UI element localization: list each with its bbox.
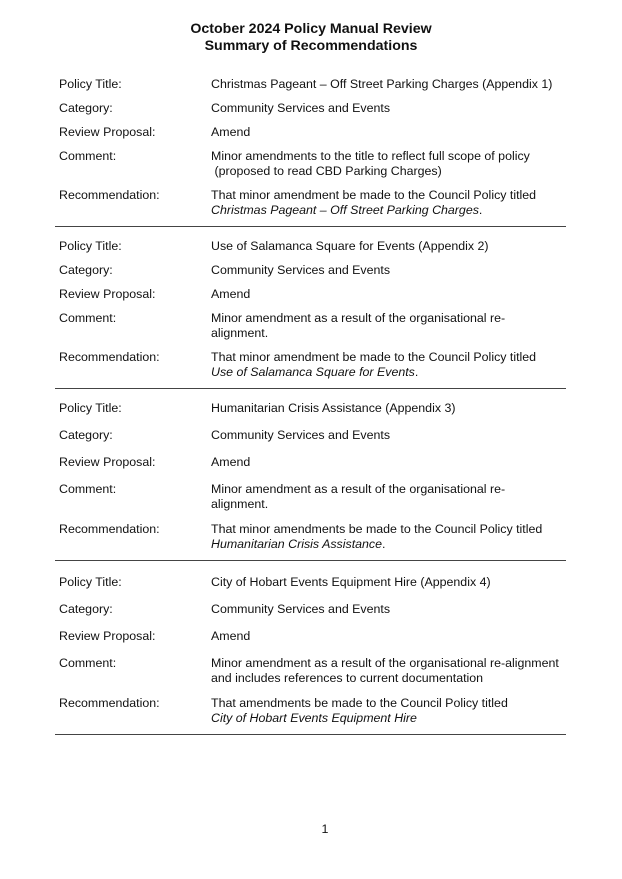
- policy-title-label: Policy Title:: [59, 239, 122, 253]
- comment-row: [55, 482, 566, 512]
- comment-line-2: alignment.: [211, 497, 269, 511]
- category-label: Category:: [59, 602, 113, 616]
- recommendation-label: Recommendation:: [59, 522, 160, 536]
- comment-line-2: (proposed to read CBD Parking Charges): [211, 164, 442, 178]
- comment-line-1: Minor amendments to the title to reflect full scope of policy: [211, 149, 530, 163]
- recommendation-line-2: [211, 711, 566, 726]
- recommendation-label: Recommendation:: [59, 696, 160, 710]
- recommendation-value: [211, 350, 566, 380]
- comment-value: [211, 482, 566, 512]
- category-label: Category:: [59, 428, 113, 442]
- recommendation-line-2: [211, 537, 566, 552]
- policy-block-1: [55, 77, 566, 227]
- category-row: [55, 602, 566, 617]
- recommendation-row: [55, 522, 566, 552]
- review-proposal-row: [55, 455, 566, 470]
- comment-line-1: Minor amendment as a result of the organisational re-: [211, 311, 506, 325]
- document-title: [0, 21, 622, 55]
- recommendation-label: Recommendation:: [59, 188, 160, 202]
- review-proposal-row: [55, 287, 566, 302]
- recommendation-line-1: That amendments be made to the Council Policy titled: [211, 696, 508, 710]
- review-proposal-label: Review Proposal:: [59, 125, 156, 139]
- policy-title-row: [55, 77, 566, 92]
- category-row: [55, 263, 566, 278]
- policy-title-label: Policy Title:: [59, 401, 122, 415]
- category-label: Category:: [59, 263, 113, 277]
- comment-row: [55, 311, 566, 341]
- comment-value: [211, 656, 566, 686]
- category-label: Category:: [59, 101, 113, 115]
- review-proposal-value: Amend: [211, 455, 251, 469]
- review-proposal-row: [55, 125, 566, 140]
- recommendation-row: [55, 696, 566, 726]
- comment-line-2: and includes references to current documentation: [211, 671, 484, 685]
- recommendation-policy-name: Christmas Pageant – Off Street Parking Charges: [211, 203, 479, 217]
- comment-value: [211, 149, 566, 179]
- category-value: Community Services and Events: [211, 602, 391, 616]
- recommendation-end: .: [414, 365, 419, 379]
- recommendation-line-2: [211, 365, 566, 380]
- review-proposal-value: Amend: [211, 629, 251, 643]
- policy-title-row: [55, 239, 566, 254]
- category-value: Community Services and Events: [211, 428, 391, 442]
- review-proposal-row: [55, 629, 566, 644]
- policy-title-row: [55, 575, 566, 590]
- policy-block-4: [55, 575, 566, 735]
- policy-block-2: [55, 239, 566, 389]
- category-value: Community Services and Events: [211, 263, 391, 277]
- recommendation-label: Recommendation:: [59, 350, 160, 364]
- policy-title-label: Policy Title:: [59, 77, 122, 91]
- policy-title-value: Christmas Pageant – Off Street Parking Charges (Appendix 1): [211, 77, 553, 91]
- policy-title-value: City of Hobart Events Equipment Hire (Appendix 4): [211, 575, 491, 589]
- recommendation-value: [211, 696, 566, 726]
- policy-title-row: [55, 401, 566, 416]
- recommendation-line-2: [211, 203, 566, 218]
- review-proposal-label: Review Proposal:: [59, 287, 156, 301]
- review-proposal-value: Amend: [211, 287, 251, 301]
- category-value: Community Services and Events: [211, 101, 391, 115]
- recommendation-line-1: That minor amendment be made to the Council Policy titled: [211, 350, 537, 364]
- comment-label: Comment:: [59, 656, 117, 670]
- policy-block-3: [55, 401, 566, 561]
- recommendation-end: .: [382, 537, 386, 551]
- comment-row: [55, 656, 566, 686]
- recommendation-policy-name: Use of Salamanca Square for Events: [211, 365, 415, 379]
- policy-title-value: Use of Salamanca Square for Events (Appendix 2): [211, 239, 489, 253]
- recommendation-row: [55, 188, 566, 218]
- comment-line-1: Minor amendment as a result of the organisational re-alignment: [211, 656, 559, 670]
- recommendation-end: .: [478, 203, 483, 217]
- recommendation-row: [55, 350, 566, 380]
- comment-row: [55, 149, 566, 179]
- category-row: [55, 428, 566, 443]
- recommendation-line-1: That minor amendments be made to the Council Policy titled: [211, 522, 543, 536]
- title-line-2: Summary of Recommendations: [204, 38, 418, 54]
- comment-label: Comment:: [59, 149, 117, 163]
- title-line-1: October 2024 Policy Manual Review: [190, 21, 432, 37]
- review-proposal-label: Review Proposal:: [59, 629, 156, 643]
- recommendations-list: [55, 77, 566, 735]
- comment-value: [211, 311, 566, 341]
- recommendation-line-1: That minor amendment be made to the Council Policy titled: [211, 188, 537, 202]
- policy-title-label: Policy Title:: [59, 575, 122, 589]
- review-proposal-label: Review Proposal:: [59, 455, 156, 469]
- policy-title-value: Humanitarian Crisis Assistance (Appendix 3): [211, 401, 456, 415]
- comment-label: Comment:: [59, 311, 117, 325]
- recommendation-policy-name: City of Hobart Events Equipment Hire: [211, 711, 417, 725]
- page-number: 1: [321, 822, 329, 836]
- recommendation-value: [211, 188, 566, 218]
- recommendation-value: [211, 522, 566, 552]
- recommendation-policy-name: Humanitarian Crisis Assistance: [211, 537, 383, 551]
- comment-line-1: Minor amendment as a result of the organisational re-: [211, 482, 506, 496]
- category-row: [55, 101, 566, 116]
- comment-label: Comment:: [59, 482, 117, 496]
- review-proposal-value: Amend: [211, 125, 251, 139]
- comment-line-2: alignment.: [211, 326, 269, 340]
